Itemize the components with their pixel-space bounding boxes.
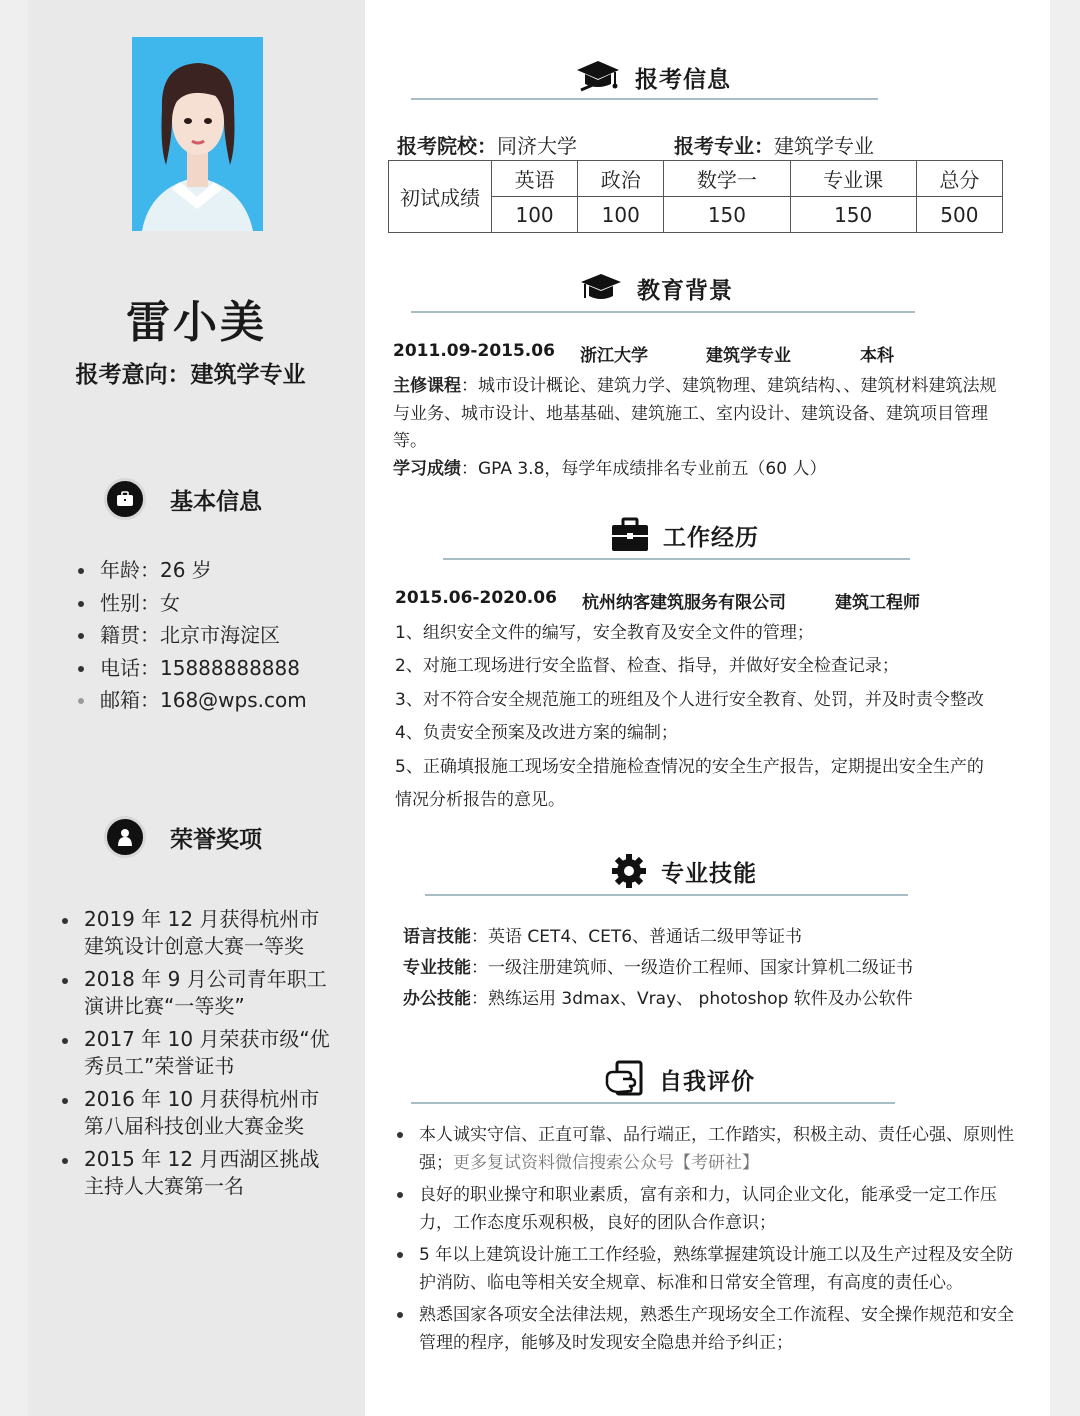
subject-cell: 英语 (492, 161, 578, 197)
briefcase-icon (104, 478, 146, 520)
exam-major-label: 报考专业： (674, 134, 774, 158)
education-grades (393, 456, 1013, 484)
exam-major-line (674, 130, 874, 159)
work-section-title: 工作经历 (663, 524, 759, 551)
list-item: 籍贯：北京市海淀区 (78, 619, 307, 652)
list-item: 电话：15888888888 (78, 652, 307, 685)
list-item: 熟悉国家各项安全法律法规，熟悉生产现场安全工作流程、安全操作规范和安全管理的程序，能够及时发现安全隐患并给予纠正； (397, 1301, 1017, 1357)
honors-header (104, 816, 262, 858)
skill-office (403, 984, 913, 1009)
exam-section-header (575, 58, 731, 96)
list-item: 良好的职业操守和职业素质，富有亲和力，认同企业文化，能承受一定工作压力，工作态度乐观积极，良好的团队合作意识； (397, 1181, 1017, 1237)
work-duties (395, 617, 1015, 817)
work-period: 2015.06-2020.06 (395, 588, 557, 608)
section-divider (411, 1102, 895, 1104)
subject-cell: 专业课 (790, 161, 916, 197)
education-courses (393, 373, 1013, 456)
basic-info-title: 基本信息 (170, 488, 262, 515)
subject-cell: 总分 (916, 161, 1002, 197)
candidate-name: 雷小美 (126, 297, 267, 348)
education-major: 建筑学专业 (706, 346, 791, 366)
section-divider (411, 311, 915, 313)
grades-label: 学习成绩 (393, 459, 461, 479)
list-item: 3、对不符合安全规范施工的班组及个人进行安全教育、处罚，并及时责令整改 (395, 689, 984, 710)
resume-page (28, 0, 1050, 1416)
intent-value: 建筑学专业 (190, 362, 306, 388)
education-degree: 本科 (860, 346, 894, 366)
self-eval-section-title: 自我评价 (659, 1068, 755, 1095)
skill-value: ：英语 CET4、CET6、普通话二级甲等证书 (471, 927, 803, 947)
work-section-header (611, 517, 759, 553)
work-company: 杭州纳客建筑服务有限公司 (582, 593, 786, 613)
gear-icon (611, 853, 647, 889)
courses-value: ：城市设计概论、建筑力学、建筑物理、建筑结构、、建筑材料建筑法规与业务、城市设计、地基基础、建筑施工、室内设计、建筑设备、建筑项目管理等。 (393, 376, 997, 451)
document-hand-icon (605, 1060, 645, 1098)
subject-cell: 数学一 (664, 161, 790, 197)
skill-label: 办公技能 (403, 989, 471, 1009)
mortarboard-icon (579, 270, 623, 306)
work-position: 建筑工程师 (835, 593, 920, 613)
self-eval-list (397, 1121, 1017, 1361)
exam-school-line (397, 130, 577, 159)
list-item: 2、对施工现场进行安全监督、检查、指导，并做好安全检查记录； (395, 656, 899, 677)
honors-list (62, 906, 332, 1206)
list-item: 年龄：26 岁 (78, 554, 307, 587)
section-divider (425, 894, 908, 896)
skill-professional (403, 953, 913, 978)
subject-cell: 政治 (578, 161, 664, 197)
list-item: 2016 年 10 月获得杭州市第八届科技创业大赛金奖 (62, 1086, 332, 1140)
education-section-header (579, 270, 733, 306)
skill-value: ：一级注册建筑师、一级造价工程师、国家计算机二级证书 (471, 958, 913, 978)
education-section-title: 教育背景 (637, 277, 733, 304)
list-item: 1、组织安全文件的编写，安全教育及安全文件的管理； (395, 623, 814, 643)
basic-info-header (104, 478, 262, 520)
section-divider (411, 98, 878, 100)
table-row (389, 161, 1003, 197)
list-item: 5 年以上建筑设计施工工作经验，熟练掌握建筑设计施工以及生产过程及安全防护消防、临电等相关安全规章、标准和日常安全管理，有高度的责任心。 (397, 1241, 1017, 1297)
exam-section-title: 报考信息 (635, 66, 731, 93)
score-table (388, 160, 1003, 233)
skill-label: 专业技能 (403, 958, 471, 978)
list-item (397, 1121, 1017, 1177)
skills-section-header (611, 853, 757, 889)
list-item: 性别：女 (78, 587, 307, 620)
grades-value: ：GPA 3.8，每学年成绩排名专业前五（60 人） (461, 459, 827, 479)
main-content (365, 0, 1050, 1416)
score-row-label: 初试成绩 (389, 161, 492, 233)
honors-title: 荣誉奖项 (170, 826, 262, 853)
education-school: 浙江大学 (580, 346, 648, 366)
score-cell: 150 (790, 197, 916, 233)
exam-school-label: 报考院校： (397, 134, 497, 158)
score-cell: 150 (664, 197, 790, 233)
skill-label: 语言技能 (403, 927, 471, 947)
person-icon (104, 816, 146, 858)
list-item: 2017 年 10 月荣获市级“优秀员工”荣誉证书 (62, 1026, 332, 1080)
courses-label: 主修课程 (393, 376, 461, 396)
list-item: 4、负责安全预案及改进方案的编制； (395, 723, 678, 744)
briefcase-icon (611, 517, 649, 553)
list-item: 情况分析报告的意见。 (395, 790, 565, 811)
education-period: 2011.09-2015.06 (393, 341, 555, 361)
list-item: 5、正确填报施工现场安全措施检查情况的安全生产报告，定期提出安全生产的 (395, 756, 984, 777)
eval-watermark-text: 更多复试资料微信搜索公众号【考研社】 (453, 1153, 759, 1173)
list-item: 2018 年 9 月公司青年职工演讲比赛“一等奖” (62, 966, 332, 1020)
application-intent (28, 356, 353, 389)
portrait-image (132, 37, 263, 231)
skills-section-title: 专业技能 (661, 860, 757, 887)
list-item: 2019 年 12 月获得杭州市建筑设计创意大赛一等奖 (62, 906, 332, 960)
intent-label: 报考意向： (75, 362, 191, 388)
eval-text: 本人诚实守信、正直可靠、品行端正，工作踏实，积极主动、责任心强、原则性强； (419, 1125, 1014, 1173)
score-cell: 100 (578, 197, 664, 233)
score-cell: 500 (916, 197, 1002, 233)
list-item: 邮箱：168@wps.com (78, 684, 307, 717)
graduation-cap-icon (575, 58, 621, 96)
basic-info-list (78, 554, 307, 717)
sidebar (28, 0, 365, 1416)
exam-major-value: 建筑学专业 (774, 134, 874, 158)
exam-school-value: 同济大学 (497, 134, 577, 158)
list-item: 2015 年 12 月西湖区挑战主持人大赛第一名 (62, 1146, 332, 1200)
profile-photo (132, 37, 263, 231)
score-cell: 100 (492, 197, 578, 233)
skill-language (403, 922, 802, 947)
self-eval-section-header (605, 1060, 755, 1098)
skill-value: ：熟练运用 3dmax、Vray、 photoshop 软件及办公软件 (471, 989, 913, 1009)
section-divider (443, 558, 910, 560)
